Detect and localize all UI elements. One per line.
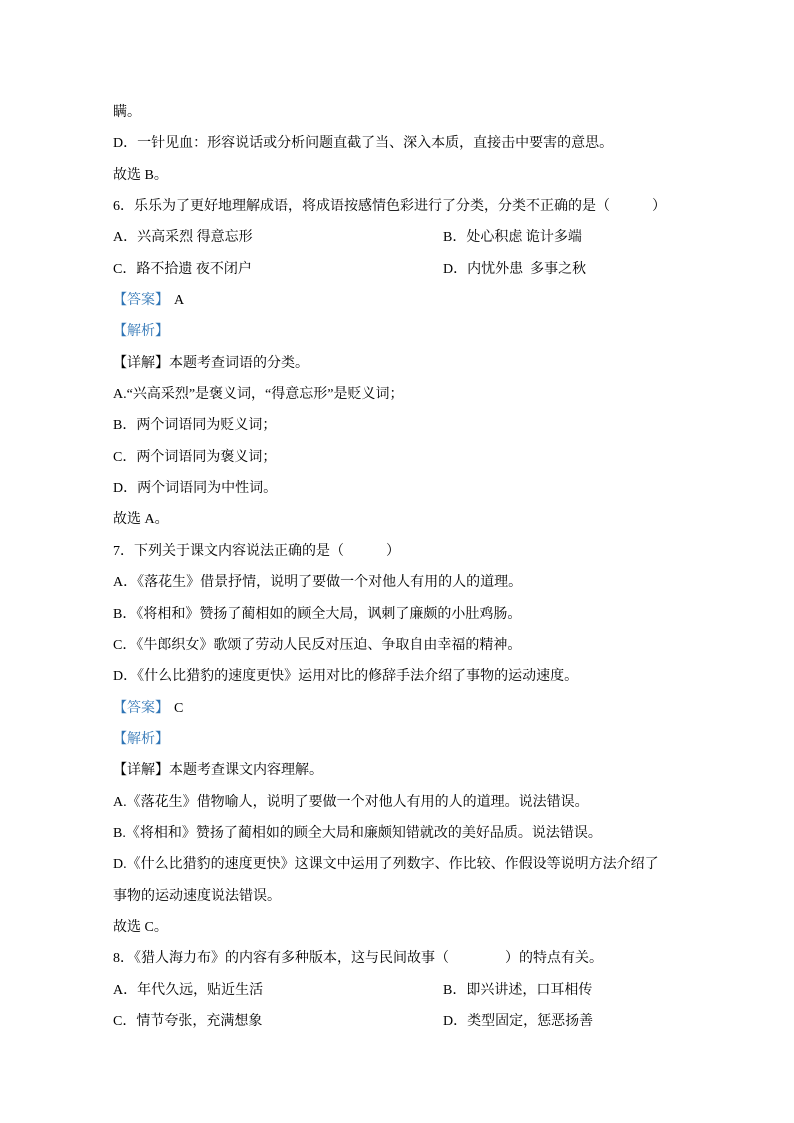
question-7-option-b <box>113 599 753 630</box>
document-body <box>113 97 753 1037</box>
point-text: B．两个词语同为贬义词； <box>113 418 277 434</box>
question-7-conclusion <box>113 912 753 943</box>
stem-text: 6．乐乐为了更好地理解成语，将成语按感情色彩进行了分类，分类不正确的是（ ） <box>113 199 666 215</box>
q8-option-d: D．类型固定，惩恶扬善 <box>443 1013 594 1029</box>
q8-option-b: B．即兴讲述，口耳相传 <box>443 982 593 998</box>
point-text: A.《落花生》借物喻人，说明了要做一个对他人有用的人的道理。说法错误。 <box>113 794 589 810</box>
continued-text: 瞒。 <box>113 105 141 120</box>
q6-answer-value: A <box>174 293 185 309</box>
q8-option-a: A．年代久远，贴近生活 <box>113 982 264 998</box>
question-7-detail <box>113 755 753 786</box>
point-text: 事物的运动速度说法错误。 <box>113 888 281 904</box>
gloss-text: D．一针见血：形容说话或分析问题直截了当、深入本质，直接击中要害的意思。 <box>113 136 614 152</box>
point-text: B.《将相和》赞扬了蔺相如的顾全大局和廉颇知错就改的美好品质。说法错误。 <box>113 825 602 841</box>
question-6-explain-point-b <box>113 410 753 441</box>
question-7-stem <box>113 536 753 567</box>
question-7-answer-line <box>113 693 753 724</box>
prev-question-gloss-option-d <box>113 128 753 159</box>
question-8-options-row-2 <box>113 1006 753 1037</box>
question-7-explain-point-a <box>113 787 753 818</box>
question-6-conclusion <box>113 504 753 535</box>
question-8-stem <box>113 943 753 974</box>
question-6-explain-point-d <box>113 473 753 504</box>
question-7-explain-point-d-line-1 <box>113 849 753 880</box>
q6-option-a: A．兴高采烈 得意忘形 <box>113 230 253 246</box>
question-6-answer-line <box>113 285 753 316</box>
point-text: C．两个词语同为褒义词； <box>113 449 277 465</box>
question-8-options-row-1 <box>113 975 753 1006</box>
question-6-stem <box>113 191 753 222</box>
question-7-analysis-line <box>113 724 753 755</box>
point-text: D.《什么比猎豹的速度更快》这课文中运用了列数字、作比较、作假设等说明方法介绍了 <box>113 857 659 873</box>
question-6-explain-point-a <box>113 379 753 410</box>
option-text: A．《落花生》借景抒情，说明了要做一个对他人有用的人的道理。 <box>113 575 523 591</box>
detail-text: 【详解】本题考查词语的分类。 <box>113 355 309 371</box>
option-text: B．《将相和》赞扬了蔺相如的顾全大局，讽刺了廉颇的小肚鸡肠。 <box>113 606 522 622</box>
continued-sentence-tail <box>113 97 753 128</box>
conclusion-text: 故选 A。 <box>113 512 169 528</box>
question-7-explain-point-d-line-2 <box>113 881 753 912</box>
q7-answer-badge: 【答案】 <box>113 700 169 716</box>
q7-analysis-badge: 【解析】 <box>113 731 169 747</box>
question-7-explain-point-b <box>113 818 753 849</box>
point-text: A.“兴高采烈”是褒义词，“得意忘形”是贬义词； <box>113 387 404 403</box>
question-6-options-row-1 <box>113 222 753 253</box>
question-7-option-a <box>113 567 753 598</box>
question-6-explain-point-c <box>113 442 753 473</box>
question-6-options-row-2 <box>113 254 753 285</box>
conclusion-text: 故选 B。 <box>113 167 168 183</box>
q6-option-d: D．内忧外患 多事之秋 <box>443 261 587 277</box>
detail-text: 【详解】本题考查课文内容理解。 <box>113 763 323 779</box>
stem-text: 8．《猎人海力布》的内容有多种版本，这与民间故事（ ）的特点有关。 <box>113 951 603 967</box>
q6-option-c: C．路不拾遗 夜不闭户 <box>113 261 252 277</box>
option-text: C．《牛郎织女》歌颂了劳动人民反对压迫、争取自由幸福的精神。 <box>113 637 522 653</box>
prev-question-conclusion <box>113 160 753 191</box>
question-6-detail <box>113 348 753 379</box>
q6-analysis-badge: 【解析】 <box>113 324 169 340</box>
q8-option-c: C．情节夸张，充满想象 <box>113 1013 263 1029</box>
q6-option-b: B．处心积虑 诡计多端 <box>443 230 582 246</box>
question-6-analysis-line <box>113 316 753 347</box>
q6-answer-badge: 【答案】 <box>113 293 169 309</box>
q7-answer-value: C <box>174 700 184 716</box>
question-7-option-c <box>113 630 753 661</box>
stem-text: 7．下列关于课文内容说法正确的是（ ） <box>113 543 400 559</box>
point-text: D．两个词语同为中性词。 <box>113 481 278 497</box>
conclusion-text: 故选 C。 <box>113 919 168 935</box>
option-text: D．《什么比猎豹的速度更快》运用对比的修辞手法介绍了事物的运动速度。 <box>113 669 579 685</box>
question-7-option-d <box>113 661 753 692</box>
